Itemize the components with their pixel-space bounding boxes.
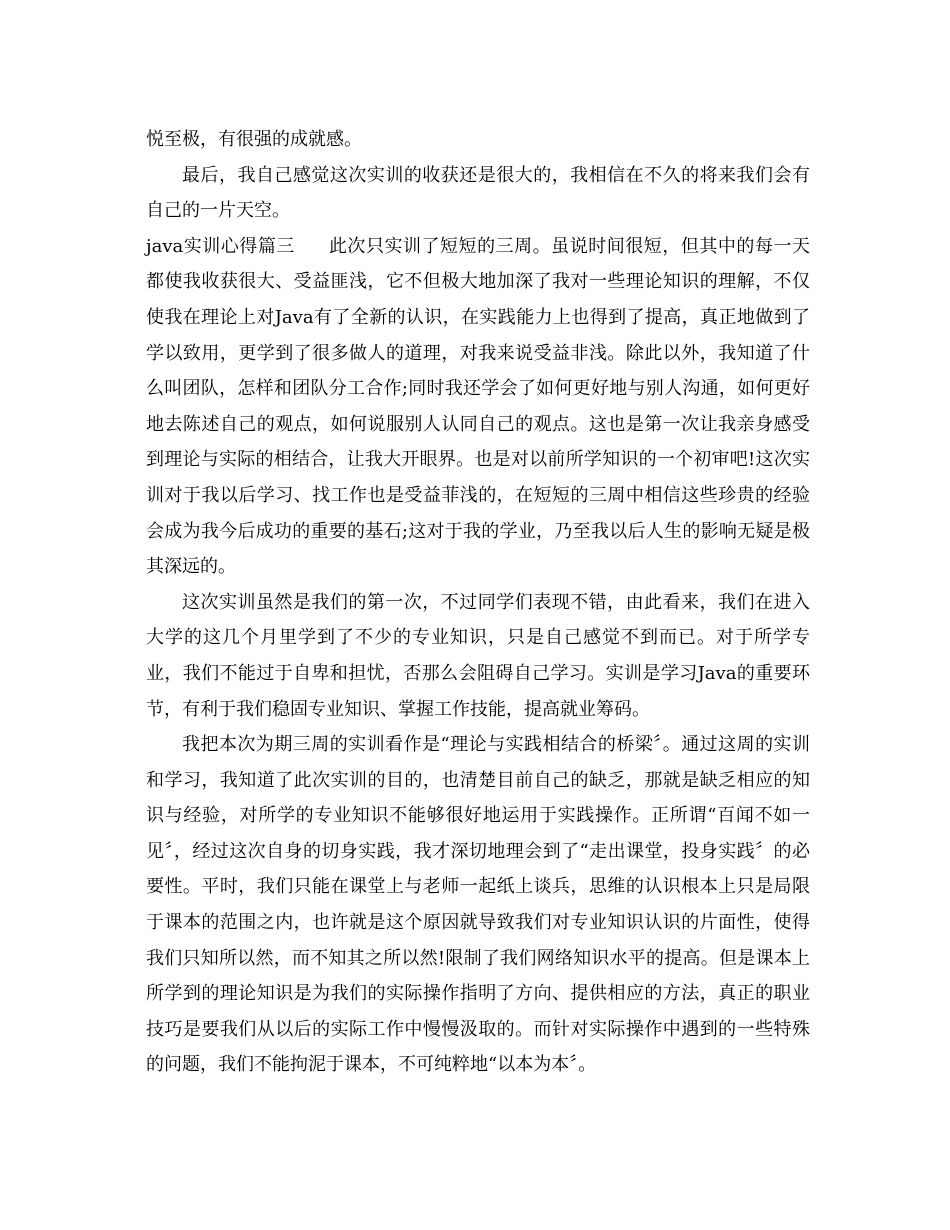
paragraph-text: 这次实训虽然是我们的第一次，不过同学们表现不错，由此看来，我们在进入大学的这几个月里学到了不少的专业知识，只是自己感觉不到而已。对于所学专业，我们不能过于自卑和担忧，否那么会阻碍自己学习。实训是学习Java的重要环节，有利于我们稳固专业知识、掌握工作技能，提高就业筹码。 [146,591,810,720]
paragraph-4 [146,585,810,727]
paragraph-5 [146,727,810,1083]
paragraph-1 [146,122,810,158]
paragraph-text: 此次只实训了短短的三周。虽说时间很短，但其中的每一天都使我收获很大、受益匪浅，它不但极大地加深了我对一些理论知识的理解，不仅使我在理论上对Java有了全新的认识，在实践能力上也得到了提高，真正地做到了学以致用，更学到了很多做人的道理，对我来说受益非浅。除此以外，我知道了什么叫团队，怎样和团队分工合作;同时我还学会了如何更好地与别人沟通，如何更好地去陈述自己的观点，如何说服别人认同自己的观点。这也是第一次让我亲身感受到理论与实际的相结合，让我大开眼界。也是对以前所学知识的一个初审吧!这次实训对于我以后学习、找工作也是受益菲浅的，在短短的三周中相信这些珍贵的经验会成为我今后成功的重要的基石;这对于我的学业，乃至我以后人生的影响无疑是极其深远的。 [146,235,810,578]
paragraph-3 [146,229,810,585]
paragraph-2 [146,158,810,229]
paragraph-text: 悦至极，有很强的成就感。 [146,129,362,150]
document-page [146,122,810,1083]
paragraph-text: 最后，我自己感觉这次实训的收获还是很大的，我相信在不久的将来我们会有自己的一片天空。 [146,164,810,222]
section-heading: java实训心得篇三 [146,235,295,257]
paragraph-text: 我把本次为期三周的实训看作是“理论与实践相结合的桥梁〞。通过这周的实训和学习，我知道了此次实训的目的，也清楚目前自己的缺乏，那就是缺乏相应的知识与经验，对所学的专业知识不能够很好地运用于实践操作。正所谓“百闻不如一见〞，经过这次自身的切身实践，我才深切地理会到了“走出课堂，投身实践〞的必要性。平时，我们只能在课堂上与老师一起纸上谈兵，思维的认识根本上只是局限于课本的范围之内，也许就是这个原因就导致我们对专业知识认识的片面性，使得我们只知所以然，而不知其之所以然!限制了我们网络知识水平的提高。但是课本上所学到的理论知识是为我们的实际操作指明了方向、提供相应的方法，真正的职业技巧是要我们从以后的实际工作中慢慢汲取的。而针对实际操作中遇到的一些特殊的问题，我们不能拘泥于课本，不可纯粹地“以本为本〞。 [146,734,810,1076]
